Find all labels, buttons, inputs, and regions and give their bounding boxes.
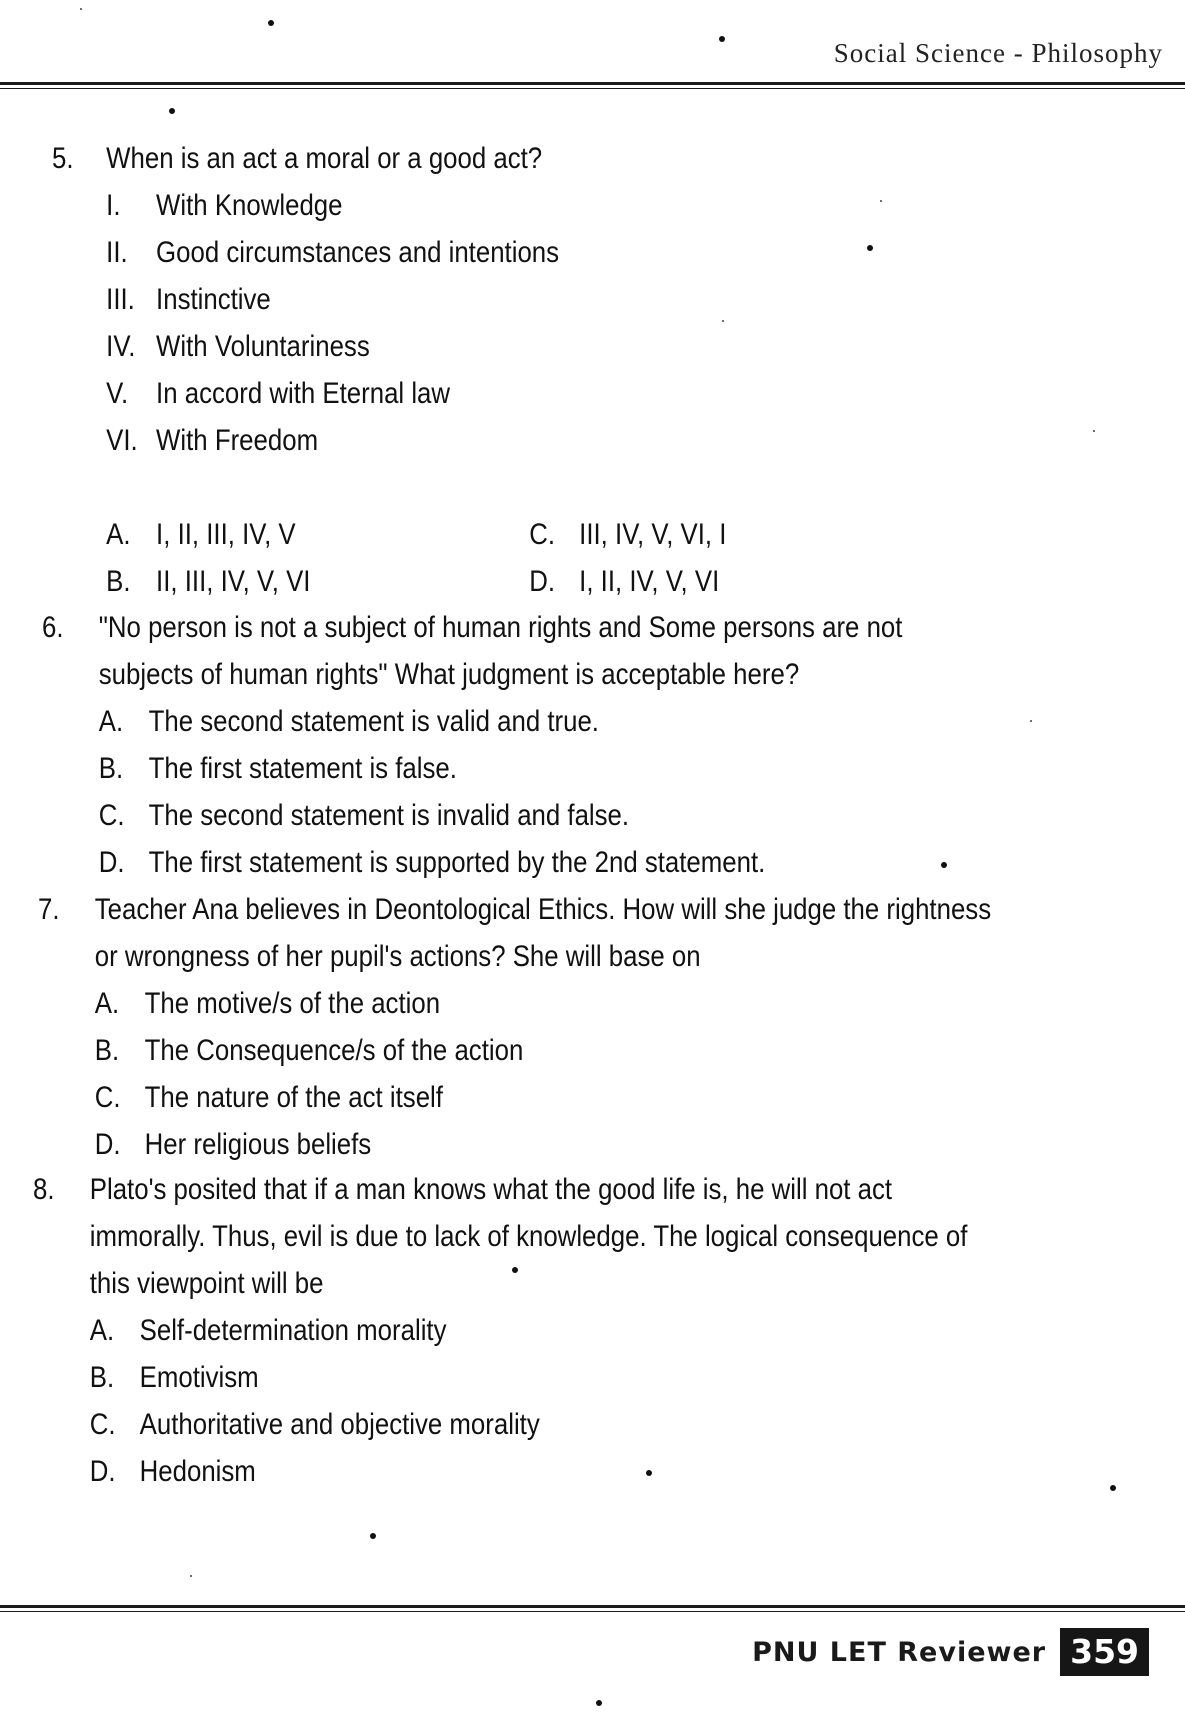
question-stem-line-3: this viewpoint will be <box>89 1267 324 1300</box>
choice-a <box>99 698 599 745</box>
scan-speck <box>1110 1485 1116 1491</box>
scan-speck <box>880 200 882 202</box>
scan-speck <box>719 36 725 42</box>
question-7 <box>38 886 1156 1166</box>
choice-d <box>90 1448 256 1495</box>
choice-label: A. <box>89 1314 115 1347</box>
choice-text: Her religious beliefs <box>144 1128 372 1161</box>
choice-c <box>95 1074 443 1121</box>
choice-c <box>99 792 629 839</box>
scan-speck <box>722 320 724 322</box>
statement-text: With Freedom <box>156 424 319 457</box>
scan-speck <box>370 1533 376 1539</box>
scan-speck <box>646 1470 652 1476</box>
choice-text: The nature of the act itself <box>144 1081 443 1114</box>
footer <box>752 1628 1149 1676</box>
statement-text: Good circumstances and intentions <box>156 236 560 269</box>
choice-b <box>99 745 457 792</box>
statement-text: Instinctive <box>156 283 271 316</box>
choice-text: I, II, III, IV, V <box>156 518 296 551</box>
choice-text: III, IV, V, VI, I <box>579 518 727 551</box>
choice-text: II, III, IV, V, VI <box>156 565 311 598</box>
choice-text: The first statement is supported by the 2nd statement. <box>148 846 766 879</box>
choice-label: B. <box>106 565 131 598</box>
choice-label: B. <box>98 752 124 785</box>
choice-label: B. <box>89 1361 115 1394</box>
choice-text: I, II, IV, V, VI <box>579 565 720 598</box>
choice-b <box>90 1354 259 1401</box>
choice-label: B. <box>94 1034 120 1067</box>
choice-a <box>95 980 440 1027</box>
question-8 <box>33 1166 1151 1496</box>
statement-item <box>106 276 271 323</box>
choice-c <box>90 1401 540 1448</box>
choice-text: Emotivism <box>139 1361 259 1394</box>
question-stem-line-2: or wrongness of her pupil's actions? She will base on <box>94 940 701 973</box>
choice-label: A. <box>106 518 131 551</box>
question-number: 5. <box>52 142 74 175</box>
question-stem-line-2: immorally. Thus, evil is due to lack of knowledge. The logical consequence of <box>89 1220 968 1253</box>
choice-label: A. <box>98 705 124 738</box>
statement-text: With Voluntariness <box>156 330 370 363</box>
question-6 <box>42 604 1160 884</box>
statement-label: IV. <box>106 330 136 363</box>
choice-text: The motive/s of the action <box>144 987 441 1020</box>
question-number: 8. <box>33 1173 55 1206</box>
choice-text: The second statement is invalid and false. <box>148 799 630 832</box>
header-rule <box>0 82 1185 85</box>
choice-a <box>106 511 295 558</box>
statement-item <box>106 229 559 276</box>
statement-label: V. <box>106 377 129 410</box>
statement-label: II. <box>106 236 128 269</box>
choice-label: A. <box>94 987 120 1020</box>
footer-label: PNU LET Reviewer <box>752 1636 1047 1668</box>
page-number: 359 <box>1060 1628 1149 1676</box>
question-stem: When is an act a moral or a good act? <box>106 142 543 175</box>
scan-speck <box>1093 430 1095 432</box>
scan-speck <box>941 862 947 868</box>
choice-label: D. <box>529 565 556 598</box>
question-stem-line-1: "No person is not a subject of human rights and Some persons are not <box>98 611 903 644</box>
question-stem-line-1: Plato's posited that if a man knows what the good life is, he will not act <box>89 1173 893 1206</box>
scan-speck <box>80 8 82 10</box>
footer-rule <box>0 1605 1185 1608</box>
statement-label: I. <box>106 189 121 222</box>
choice-label: C. <box>94 1081 121 1114</box>
scan-speck <box>268 20 274 26</box>
question-stem-line-2: subjects of human rights" What judgment is acceptable here? <box>98 658 800 691</box>
choice-b <box>106 558 310 605</box>
choice-label: C. <box>89 1408 116 1441</box>
footer-rule-thin <box>0 1611 1185 1612</box>
choice-text: The second statement is valid and true. <box>148 705 599 738</box>
choice-label: C. <box>529 518 556 551</box>
choice-d <box>95 1121 371 1168</box>
scan-speck <box>1030 720 1032 722</box>
choice-text: Hedonism <box>139 1455 256 1488</box>
choice-text: The Consequence/s of the action <box>144 1034 524 1067</box>
choice-text: Authoritative and objective morality <box>139 1408 540 1441</box>
choice-label: D. <box>89 1455 116 1488</box>
scan-speck <box>190 1575 192 1577</box>
statement-item <box>106 417 318 464</box>
scan-speck <box>867 245 873 251</box>
statement-item <box>106 323 370 370</box>
header-rule-thin <box>0 88 1185 89</box>
choice-text: The first statement is false. <box>148 752 457 785</box>
question-number: 7. <box>38 893 60 926</box>
statement-label: VI. <box>106 424 138 457</box>
choice-label: C. <box>98 799 125 832</box>
choice-text: Self-determination morality <box>139 1314 447 1347</box>
statement-text: With Knowledge <box>156 189 343 222</box>
question-5 <box>52 135 1127 605</box>
statement-item <box>106 370 450 417</box>
statement-item <box>106 182 342 229</box>
question-number: 6. <box>42 611 64 644</box>
question-stem-line-1: Teacher Ana believes in Deontological Ethics. How will she judge the rightness <box>94 893 992 926</box>
choice-b <box>95 1027 524 1074</box>
statement-text: In accord with Eternal law <box>156 377 451 410</box>
running-head: Social Science - Philosophy <box>833 38 1163 68</box>
choice-label: D. <box>94 1128 121 1161</box>
scan-speck <box>512 1267 518 1273</box>
scan-speck <box>169 108 175 114</box>
choice-a <box>90 1307 447 1354</box>
choice-d <box>99 839 766 886</box>
scan-speck <box>596 1700 602 1706</box>
choice-d <box>529 558 719 605</box>
choice-c <box>529 511 726 558</box>
statement-label: III. <box>106 283 135 316</box>
choice-label: D. <box>98 846 125 879</box>
